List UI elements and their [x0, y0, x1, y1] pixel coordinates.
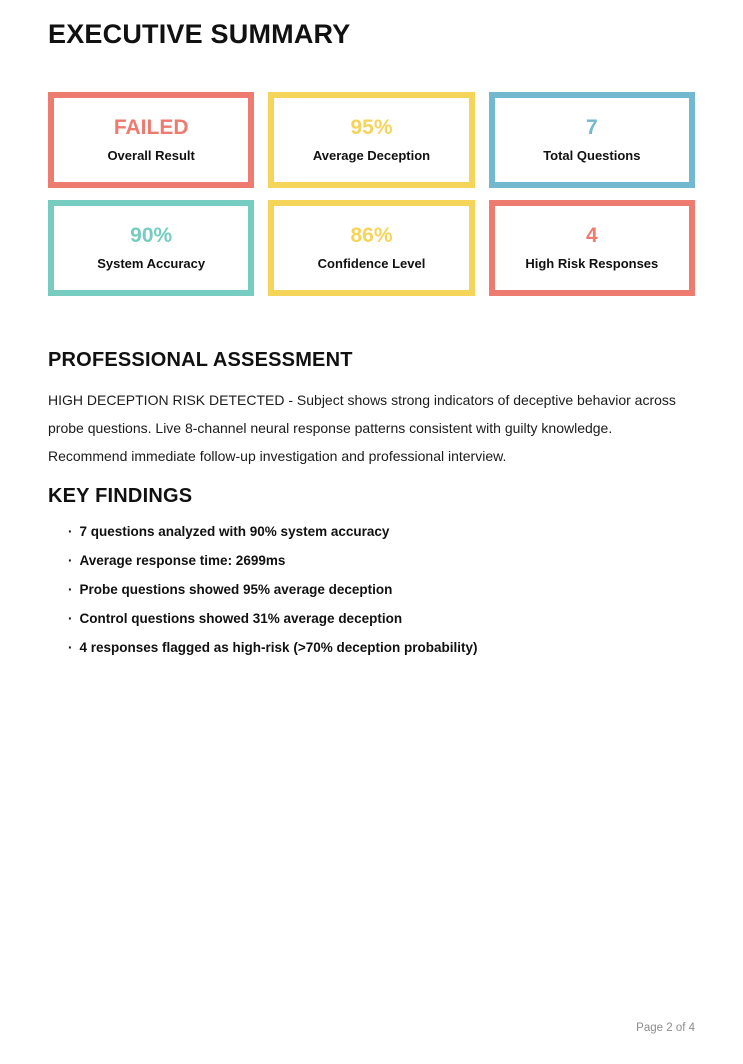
stat-value: FAILED [113, 116, 189, 139]
key-findings-section-heading: KEY FINDINGS [48, 485, 193, 507]
stat-card-total-questions [489, 92, 695, 188]
page-number: Page 2 of 4 [636, 1022, 695, 1034]
stat-card-grid [48, 92, 695, 296]
report-page [0, 20, 743, 1064]
stat-card-average-deception [268, 92, 474, 188]
key-finding-item: · Control questions showed 31% average deception [68, 612, 695, 626]
key-finding-item: · 4 responses flagged as high-risk (>70% deception probability) [68, 641, 695, 655]
stat-card-confidence-level [268, 200, 474, 296]
stat-label: Average Deception [312, 148, 431, 163]
stat-card-overall-result [48, 92, 254, 188]
assessment-body-text: HIGH DECEPTION RISK DETECTED - Subject shows strong indicators of deceptive behavior across probe questions. Live 8-channel neural response patterns consistent with guilty knowledge. Recommend immediate follow-up investigation and professional interview. [48, 392, 676, 464]
stat-label: Overall Result [107, 148, 195, 163]
stat-label: High Risk Responses [525, 256, 659, 271]
stat-label: Confidence Level [317, 256, 426, 271]
assessment-section-heading: PROFESSIONAL ASSESSMENT [48, 349, 353, 371]
stat-value: 4 [585, 224, 598, 247]
key-findings-list [48, 525, 695, 655]
stat-card-system-accuracy [48, 200, 254, 296]
stat-label: System Accuracy [97, 256, 206, 271]
stat-value: 7 [585, 116, 598, 139]
stat-value: 90% [130, 224, 173, 247]
stat-value: 95% [350, 116, 393, 139]
key-finding-item: · Probe questions showed 95% average deception [68, 583, 695, 597]
key-finding-item: · 7 questions analyzed with 90% system accuracy [68, 525, 695, 539]
key-finding-item: · Average response time: 2699ms [68, 554, 695, 568]
stat-label: Total Questions [543, 148, 641, 163]
stat-value: 86% [350, 224, 393, 247]
page-title: EXECUTIVE SUMMARY [48, 19, 351, 49]
stat-card-high-risk-responses [489, 200, 695, 296]
